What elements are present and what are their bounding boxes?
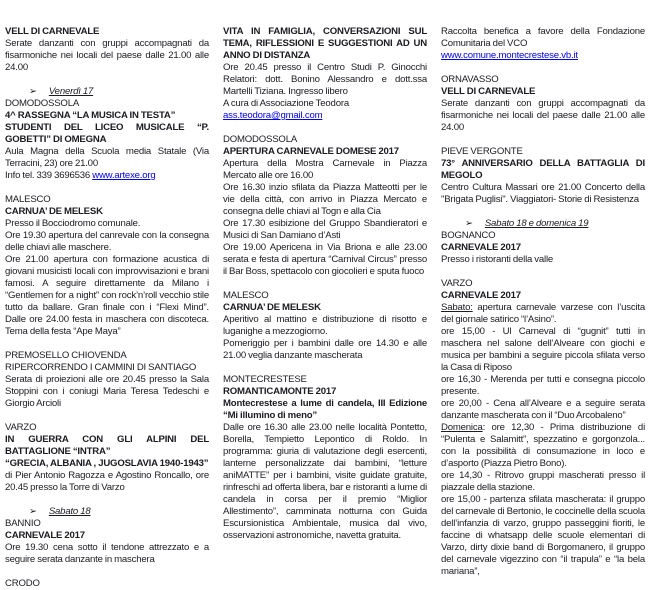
event-section-vell-carnevale — [5, 26, 209, 74]
event-title: VELL DI CARNEVALE — [5, 26, 100, 37]
hyperlink-teodora-email[interactable]: ass.teodora@gmail.com — [223, 110, 323, 121]
event-paragraph: A cura di Associazione Teodora — [223, 98, 349, 109]
paragraph-text: apertura carnevale varzese con l’uscita del giornale satirico “l’Asino”. — [441, 302, 645, 325]
event-paragraph: Ore 20.45 presso il Centro Studi P. Ginocchi Relatori: dott. Bonino Alessandro e dott.ssa Martelli Tiziana. Ingresso libero — [223, 62, 427, 97]
event-title: STUDENTI DEL LICEO MUSICALE “P. GOBETTI” DI OMEGNA — [5, 122, 209, 145]
town-name: BANNIO — [5, 518, 41, 529]
event-section-varzo-guerra — [5, 422, 209, 494]
column-2 — [223, 26, 427, 590]
arrow-bullet-icon: ➢ — [465, 218, 473, 229]
event-paragraph: Apertura della Mostra Carnevale in Piazza Mercato alle ore 16.00 — [223, 158, 427, 181]
event-body: Dalle ore 16.30 alle 23.00 nelle località Pontetto, Borella, Tempietto Lepontico di Roldo. In programma: giuria di valutazione degli esercenti, lanterne personalizzate dai bambini, “letture aniMATTE” per i bambini, visite guidate gratuite, rinfreschi ad offerta libera, bar e ristoranti a lume di candela in corsa per il premio “Miglior Allestimento”, camminata notturna con Guida Escursionistica Ambientale, musica dal vivo, osservazioni astronomiche, navetta gratuita. — [223, 422, 427, 541]
event-paragraph: ore 14,30 - Ritrovo gruppi mascherati presso il piazzale della stazione. — [441, 470, 645, 493]
event-section-bognanco — [441, 230, 645, 266]
column-1 — [5, 26, 209, 590]
event-link-line — [441, 50, 645, 62]
event-title: VELL DI CARNEVALE — [441, 86, 536, 97]
event-body: di Pier Antonio Ragozza e Agostino Roncallo, ore 20.45 presso la Torre di Varzo — [5, 470, 209, 493]
event-body: Serate danzanti con gruppi accompagnati da fisarmoniche nei locali del paese dalle 21.00 alle 24.00 — [441, 98, 645, 133]
arrow-bullet-icon: ➢ — [29, 506, 37, 517]
event-body: Raccolta benefica a favore della Fondazione Comunitaria del VCO — [441, 26, 645, 49]
event-paragraph: Presso il Bocciodromo comunale. — [5, 218, 141, 229]
event-section-domodossola-rassegna — [5, 98, 209, 182]
day-label: Domenica — [441, 422, 483, 433]
event-section-ornavasso — [441, 74, 645, 134]
event-title: APERTURA CARNEVALE DOMESE 2017 — [223, 146, 399, 157]
event-paragraph — [441, 302, 645, 326]
event-title: 4^ RASSEGNA “LA MUSICA IN TESTA” — [5, 110, 176, 121]
event-paragraph: ore 15,00 - partenza sfilata mascherata: il gruppo del carnevale di Bertonio, le coccinelle della scuola dell’infanzia di varzo, gruppo passeggini fioriti, le faccine di whatsapp delle scuole elementari di Varzo, dirty dixie band di Borgomanero, il gruppo del carnevale vigezzino con “il trapula” e “la bela mariana”, — [441, 494, 645, 577]
event-section-montecrestese-continued — [441, 26, 645, 62]
town-name: MALESCO — [223, 290, 269, 301]
event-body: Ore 19.30 cena sotto il tendone attrezzato e a seguire serata danzante in maschera — [5, 542, 209, 565]
event-section-bannio — [5, 518, 209, 566]
event-info-line — [5, 170, 209, 182]
event-link-line — [223, 110, 427, 122]
town-name: MALESCO — [5, 194, 51, 205]
event-title: CARNEVALE 2017 — [5, 530, 85, 541]
event-section-malesco-carnua-2 — [223, 290, 427, 362]
hyperlink-montecrestese[interactable]: www.comune.montecrestese.vb.it — [441, 50, 578, 61]
event-section-vita-in-famiglia — [223, 26, 427, 122]
date-label: Sabato 18 e domenica 19 — [484, 218, 589, 229]
event-paragraph: Aperitivo al mattino e distribuzione di risotto e luganighe a mezzogiorno. — [223, 314, 427, 337]
event-paragraph: Ore 17.30 esibizione del Gruppo Sbandieratori e Musici di San Damiano d’Asti — [223, 218, 427, 241]
event-section-premosello — [5, 350, 209, 410]
event-body: Centro Cultura Massari ore 21.00 Concerto della "Brigata Puglisi". Viaggiatori- Storie di Resistenza — [441, 182, 645, 205]
event-title: CARNUA’ DE MELESK — [5, 206, 103, 217]
town-name: DOMODOSSOLA — [223, 134, 298, 145]
event-paragraph: Ore 21.00 apertura con formazione acustica di giovani musicisti locali con improvvisazioni e brani famosi. A seguire direttamente da Milano i “Gentlemen for a night” con rock’n’roll vecchio stile tutto da ballare. Gran finale con i “Flexi Mind”. Dalle ore 24.00 festa in maschera con discoteca. Tema della festa “Ape Maya” — [5, 254, 209, 337]
event-title: VITA IN FAMIGLIA, CONVERSAZIONI SUL TEMA, RIFLESSIONI E SUGGESTIONI AD UN ANNO DI DISTANZA — [223, 26, 427, 61]
event-section-malesco-carnua — [5, 194, 209, 338]
town-name: PREMOSELLO CHIOVENDA — [5, 350, 127, 361]
event-paragraph: ore 20,00 - Cena all’Alveare e a seguire serata danzante mascherata con il “Duo Arcobaleno” — [441, 398, 645, 421]
date-label: Sabato 18 — [48, 506, 91, 517]
town-name: VARZO — [441, 278, 473, 289]
town-name: ORNAVASSO — [441, 74, 499, 85]
column-3 — [441, 26, 645, 590]
event-subtitle: RIPERCORRENDO I CAMMINI DI SANTIAGO — [5, 362, 197, 373]
event-title: CARNEVALE 2017 — [441, 242, 521, 253]
event-body: Presso i ristoranti della valle — [441, 254, 554, 265]
town-name: CRODO — [5, 578, 40, 589]
event-section-pieve-vergonte — [441, 146, 645, 206]
event-body: Aula Magna della Scuola media Statale (Via Terracini, 23) ore 21.00 — [5, 146, 209, 169]
event-title: IN GUERRA CON GLI ALPINI DEL BATTAGLIONE “INTRA” — [5, 434, 209, 457]
event-title: 73° ANNIVERSARIO DELLA BATTAGLIA DI MEGOLO — [441, 158, 645, 181]
date-heading-sabato-18 — [5, 506, 209, 518]
event-title: CARNUA’ DE MELESK — [223, 302, 321, 313]
town-name: VARZO — [5, 422, 37, 433]
town-name: DOMODOSSOLA — [5, 98, 80, 109]
event-paragraph: ore 15,00 - Ul Carneval di “gugnit” tutti in maschera nel salone dell’Alveare con giochi e musica per bambini a seguire piccola sfilata verso la Casa di Riposo — [441, 326, 645, 373]
date-label: Venerdì 17 — [48, 86, 94, 97]
event-title: CARNEVALE 2017 — [441, 290, 521, 301]
town-name: MONTECRESTESE — [223, 374, 307, 385]
event-paragraph: Pomeriggio per i bambini dalle ore 14.30 e alle 21.00 veglia danzante mascherata — [223, 338, 427, 361]
event-title: “GRECIA, ALBANIA , JUGOSLAVIA 1940-1943” — [5, 458, 209, 469]
event-section-montecrestese — [223, 374, 427, 542]
town-name: PIEVE VERGONTE — [441, 146, 523, 157]
event-paragraph: Ore 19.30 apertura del canrevale con la consegna delle chiavi alle maschere. — [5, 230, 209, 253]
event-section-domodossola-apertura — [223, 134, 427, 278]
event-paragraph — [441, 422, 645, 470]
date-heading-sabato18-domenica19 — [441, 218, 645, 230]
paragraph-text: : ore 12,30 - Prima distribuzione di “Pulenta e Salamitt”, spezzatino e gorgonzola... con la possibilità di consumazione in loco e d’asporto (Piazza Pietro Bono). — [441, 422, 645, 469]
event-body: Serate danzanti con gruppi accompagnati da fisarmoniche nei locali del paese dalle 21.00 alle 24.00 — [5, 38, 209, 73]
hyperlink-artexe[interactable]: www.artexe.org — [92, 170, 156, 181]
event-section-varzo-carnevale — [441, 278, 645, 578]
day-label: Sabato: — [441, 302, 473, 313]
event-title: Montecrestese a lume di candela, III Edizione “Mi illumino di meno” — [223, 398, 427, 421]
event-title: ROMANTICAMONTE 2017 — [223, 386, 337, 397]
arrow-bullet-icon: ➢ — [29, 86, 37, 97]
event-paragraph: ore 16,30 - Merenda per tutti e consegna piccolo presente. — [441, 374, 645, 397]
event-section-crodo — [5, 578, 209, 590]
info-text: Info tel. 339 3696536 — [5, 170, 93, 181]
event-body: Serata di proiezioni alle ore 20.45 presso la Sala Stoppini con i coniugi Maria Teresa Tedeschi e Giorgio Arcioli — [5, 374, 209, 409]
event-paragraph: Ore 19.00 Apericena in Via Briona e alle 23.00 serata e festa di apertura “Carnival Circus” presso il Bar Boss, spettacolo con giocolieri e sputa fuoco — [223, 242, 427, 277]
town-name: BOGNANCO — [441, 230, 496, 241]
date-heading-venerdi-17 — [5, 86, 209, 98]
event-paragraph: Ore 16.30 inzio sfilata da Piazza Matteotti per le vie della città, con arrivo in Piazza Mercato e consegna delle chiavi al Togn e alla Cia — [223, 182, 427, 217]
